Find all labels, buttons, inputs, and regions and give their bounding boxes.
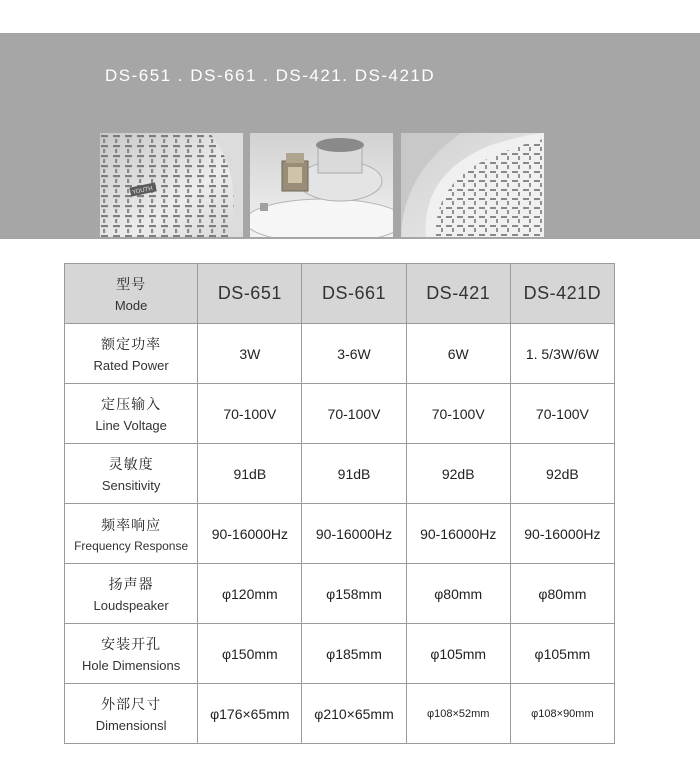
- table-row-hole-dimensions: [65, 624, 615, 684]
- table-cell: 90-16000Hz: [302, 504, 406, 564]
- table-cell: 92dB: [510, 444, 614, 504]
- speaker-front-image: [401, 133, 544, 237]
- table-cell: φ176×65mm: [198, 684, 302, 744]
- header-label-cn: 型号: [116, 277, 147, 293]
- table-cell: φ80mm: [510, 564, 614, 624]
- table-cell: 90-16000Hz: [406, 504, 510, 564]
- table-row-sensitivity: [65, 444, 615, 504]
- row-label-cn: 外部尺寸: [101, 697, 162, 713]
- row-label-en: Sensitivity: [101, 478, 161, 493]
- table-row-line-voltage: [65, 384, 615, 444]
- table-cell: φ108×52mm: [406, 684, 510, 744]
- table-cell: 3W: [198, 324, 302, 384]
- table-cell: φ108×90mm: [510, 684, 614, 744]
- speaker-grille-image: [100, 133, 243, 237]
- table-row-loudspeaker: [65, 564, 615, 624]
- speaker-grille-photo: [100, 133, 243, 237]
- table-cell: φ120mm: [198, 564, 302, 624]
- table-row-frequency-response: [65, 504, 615, 564]
- row-label-cn: 额定功率: [101, 337, 162, 353]
- row-label-en: Rated Power: [93, 358, 169, 373]
- header-model-ds661: DS-661: [302, 264, 406, 324]
- speaker-front-photo: [401, 133, 544, 237]
- table-row-dimensions: [65, 684, 615, 744]
- header-model-ds651: DS-651: [198, 264, 302, 324]
- row-label-cn: 灵敏度: [108, 457, 154, 473]
- row-label-cn: 定压输入: [101, 397, 162, 413]
- header-label-cell: [65, 264, 198, 324]
- header-label-en: Mode: [114, 298, 148, 313]
- brand-logo: YOUTH: [131, 185, 154, 197]
- table-cell: φ150mm: [198, 624, 302, 684]
- table-cell: 70-100V: [302, 384, 406, 444]
- row-label-cn: 安装开孔: [101, 637, 162, 653]
- table-cell: φ158mm: [302, 564, 406, 624]
- row-label-en: Dimensionsl: [95, 718, 167, 733]
- row-label-cn: 扬声器: [108, 577, 154, 593]
- table-cell: 70-100V: [198, 384, 302, 444]
- row-label-en: Line Voltage: [95, 418, 167, 433]
- product-banner: [0, 33, 700, 239]
- row-label-cell: [65, 504, 198, 564]
- table-cell: 6W: [406, 324, 510, 384]
- row-label-cell: [65, 684, 198, 744]
- table-cell: 91dB: [302, 444, 406, 504]
- table-cell: φ80mm: [406, 564, 510, 624]
- row-label-cn: 频率响应: [101, 517, 162, 534]
- row-label-en: Hole Dimensions: [81, 658, 181, 673]
- table-cell: 90-16000Hz: [510, 504, 614, 564]
- speaker-back-image: [250, 133, 393, 237]
- table-cell: φ105mm: [510, 624, 614, 684]
- table-cell: φ185mm: [302, 624, 406, 684]
- row-label-cell: [65, 564, 198, 624]
- header-model-ds421: DS-421: [406, 264, 510, 324]
- header-model-ds421d: DS-421D: [510, 264, 614, 324]
- banner-title: DS-651 . DS-661 . DS-421. DS-421D: [105, 66, 436, 85]
- row-label-en: Loudspeaker: [93, 598, 169, 613]
- row-label-cell: [65, 384, 198, 444]
- row-label-cell: [65, 624, 198, 684]
- row-label-en: Frequency Response: [74, 538, 189, 553]
- table-row-rated-power: [65, 324, 615, 384]
- table-cell: 91dB: [198, 444, 302, 504]
- table-cell: 3-6W: [302, 324, 406, 384]
- table-cell: 1. 5/3W/6W: [510, 324, 614, 384]
- table-cell: 92dB: [406, 444, 510, 504]
- table-cell: 70-100V: [510, 384, 614, 444]
- table-cell: φ105mm: [406, 624, 510, 684]
- row-label-cell: [65, 444, 198, 504]
- row-label-cell: [65, 324, 198, 384]
- table-header-row: [65, 264, 615, 324]
- spec-table: [64, 263, 615, 744]
- table-cell: φ210×65mm: [302, 684, 406, 744]
- speaker-back-photo: [250, 133, 393, 237]
- table-cell: 70-100V: [406, 384, 510, 444]
- table-cell: 90-16000Hz: [198, 504, 302, 564]
